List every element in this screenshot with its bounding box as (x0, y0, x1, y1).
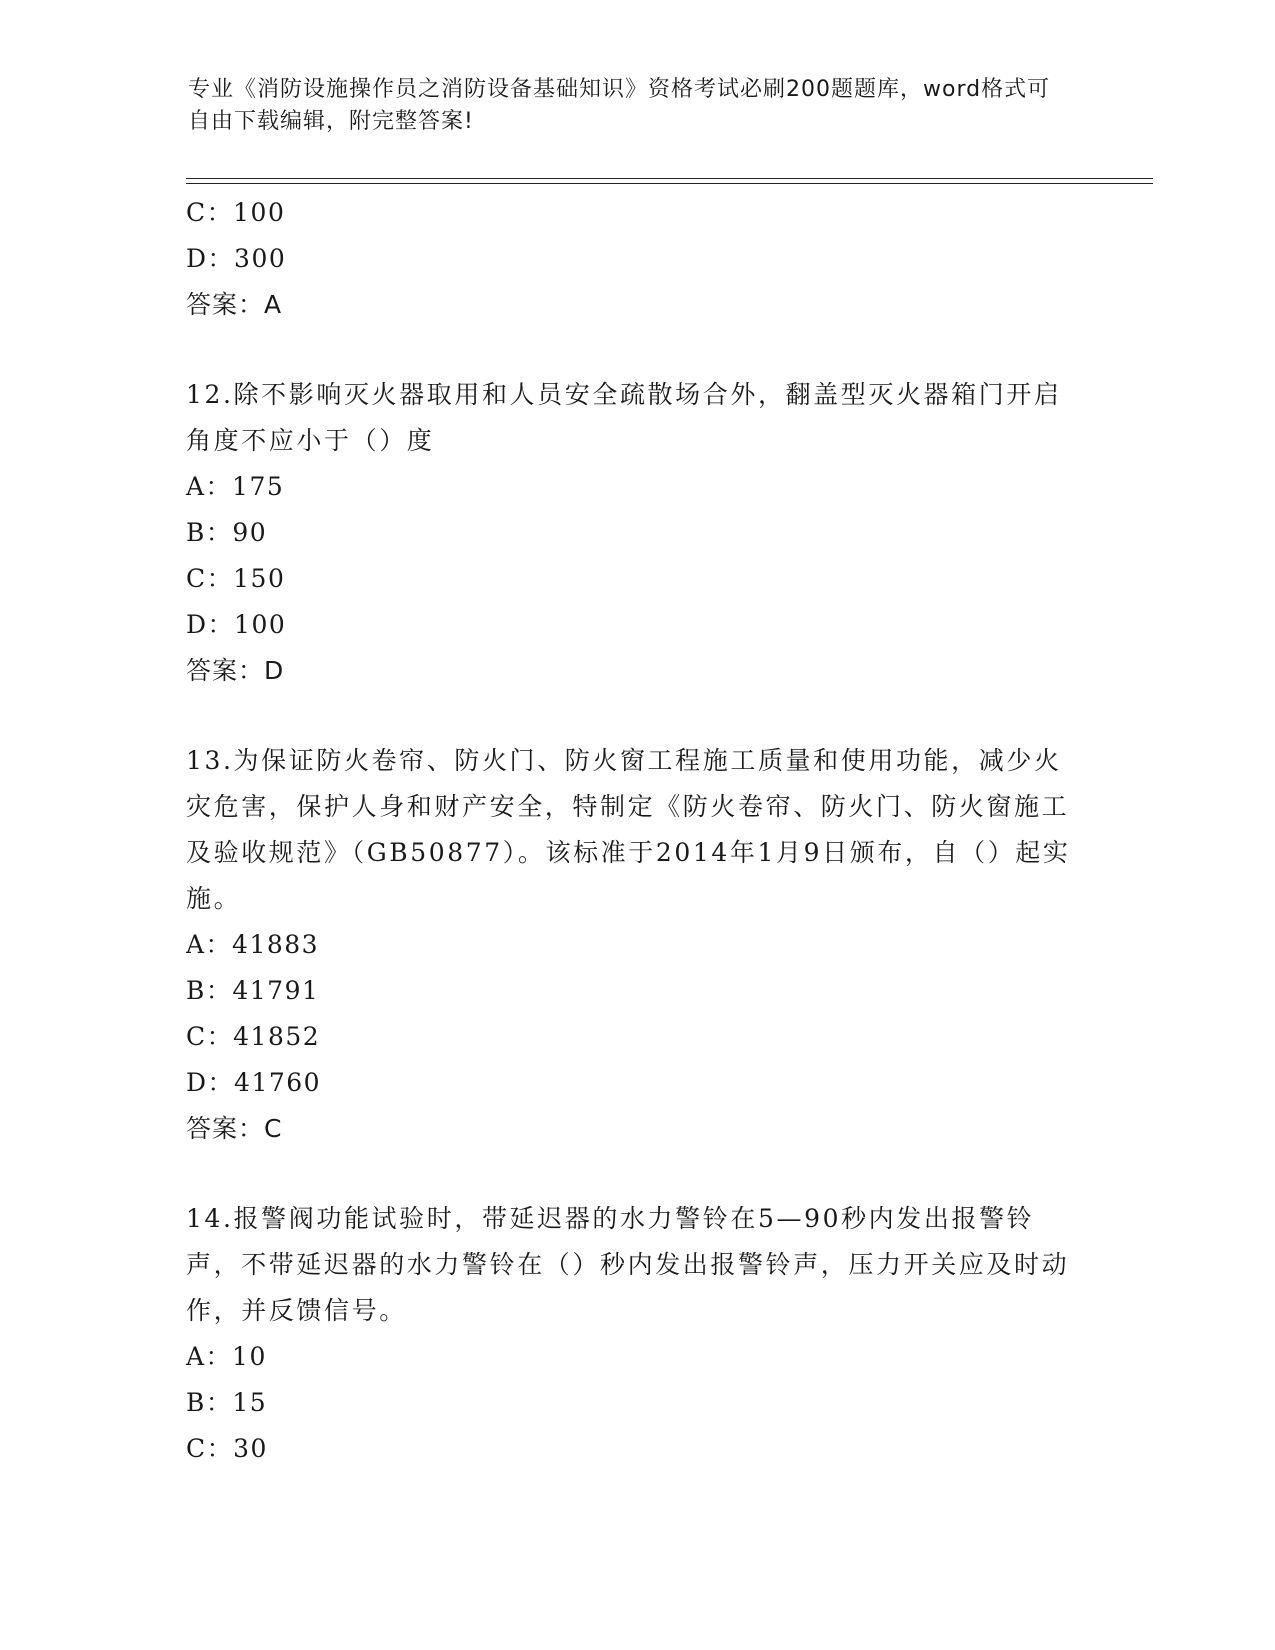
prev-question-tail (186, 190, 1086, 328)
option-a: A：41883 (186, 930, 320, 959)
spacer (186, 328, 1086, 372)
question-text: 14.报警阀功能试验时，带延迟器的水力警铃在5—90秒内发出报警铃声，不带延迟器的水力警铃在（）秒内发出报警铃声，压力开关应及时动作，并反馈信号。 (186, 1204, 1070, 1325)
question-14 (186, 1196, 1086, 1472)
spacer (186, 1152, 1086, 1196)
option-c: C：100 (186, 198, 286, 227)
option-b: B：15 (186, 1388, 268, 1417)
option-d: D：300 (186, 244, 287, 273)
document-body (186, 190, 1086, 1472)
option-a: A：10 (186, 1342, 267, 1371)
question-13 (186, 738, 1086, 1152)
option-c: C：150 (186, 564, 286, 593)
question-12 (186, 372, 1086, 694)
question-text: 13.为保证防火卷帘、防火门、防火窗工程施工质量和使用功能，减少火灾危害，保护人身和财产安全，特制定《防火卷帘、防火门、防火窗施工及验收规范》（GB50877）。该标准于2014年1月9日颁布，自（）起实施。 (186, 746, 1071, 913)
answer-line: 答案：A (186, 290, 283, 319)
answer-line: 答案：D (186, 656, 285, 685)
page-header-title: 专业《消防设施操作员之消防设备基础知识》资格考试必刷200题题库，word格式可自由下载编辑，附完整答案! (188, 77, 1051, 134)
option-c: C：41852 (186, 1022, 321, 1051)
option-c: C：30 (186, 1434, 268, 1463)
option-b: B：41791 (186, 976, 320, 1005)
option-b: B：90 (186, 518, 268, 547)
header-divider-top (186, 178, 1153, 179)
spacer (186, 694, 1086, 738)
option-a: A：175 (186, 472, 285, 501)
option-d: D：100 (186, 610, 287, 639)
page-header (188, 74, 1068, 138)
option-d: D：41760 (186, 1068, 322, 1097)
answer-line: 答案：C (186, 1114, 283, 1143)
question-text: 12.除不影响灭火器取用和人员安全疏散场合外，翻盖型灭火器箱门开启角度不应小于（）度 (186, 380, 1062, 455)
header-divider-bottom (186, 183, 1153, 184)
